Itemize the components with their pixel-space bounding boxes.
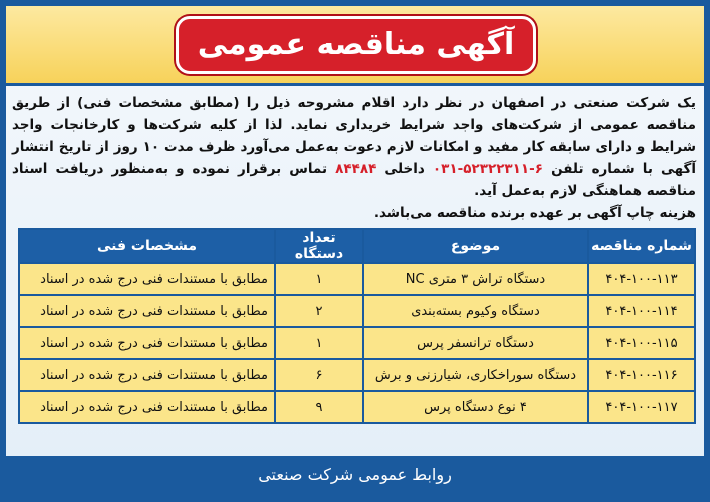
tender-number: ۴۰۴-۱۰۰-۱۱۷ [589, 392, 694, 422]
phone-number: ۰۳۱-۵۲۳۲۲۳۱۱-۶ [432, 161, 543, 177]
tender-number: ۴۰۴-۱۰۰-۱۱۵ [589, 328, 694, 358]
subject: دستگاه ترانسفر پرس [364, 328, 587, 358]
text-intro: یک شرکت صنعتی در اصفهان در نظر دارد اقلام مشروحه ذیل را (مطابق مشخصات فنی) از طریق مناقصه عمومی از شرکت‌های واجد شرایط خریداری نماید. لذا از کلیه شرکت‌ها و کارخانجات واجد شرایط و دارای سابقه کار مفید و امکانات لازم دعوت به‌عمل می‌آورد ظرف مدت ۱۰ روز از تاریخ انتشار آگهی با شماره تلفن [12, 95, 697, 177]
tender-number: ۴۰۴-۱۰۰-۱۱۶ [589, 360, 694, 390]
header-subject: موضوع [364, 230, 587, 262]
specs: مطابق با مستندات فنی درج شده در اسناد [20, 360, 274, 390]
header-quantity: تعداد دستگاه [276, 230, 362, 262]
subject: دستگاه وکیوم بسته‌بندی [364, 296, 587, 326]
table-row [20, 360, 694, 390]
subject: دستگاه تراش ۳ متری NC [364, 264, 587, 294]
ad-body [6, 6, 704, 496]
quantity: ۱ [276, 264, 362, 294]
tender-number: ۴۰۴-۱۰۰-۱۱۳ [589, 264, 694, 294]
table-row [20, 264, 694, 294]
table-row [20, 392, 694, 422]
table-header [20, 230, 694, 262]
title-banner: آگهی مناقصه عمومی [176, 16, 536, 74]
specs: مطابق با مستندات فنی درج شده در اسناد [20, 264, 274, 294]
quantity: ۱ [276, 328, 362, 358]
table-row [20, 328, 694, 358]
header-specs: مشخصات فنی [20, 230, 274, 262]
subject: ۴ نوع دستگاه پرس [364, 392, 587, 422]
text-ext-label: داخلی [384, 161, 425, 177]
specs: مطابق با مستندات فنی درج شده در اسناد [20, 296, 274, 326]
subject: دستگاه سوراخکاری، شیارزنی و برش [364, 360, 587, 390]
header-area [6, 6, 704, 86]
footer-signature: روابط عمومی شرکت صنعتی [6, 456, 704, 496]
table-row [20, 296, 694, 326]
content-area [12, 92, 698, 452]
specs: مطابق با مستندات فنی درج شده در اسناد [20, 328, 274, 358]
text-cost-note: هزینه چاپ آگهی بر عهده برنده مناقصه می‌باشد. [373, 205, 696, 221]
tender-number: ۴۰۴-۱۰۰-۱۱۴ [589, 296, 694, 326]
quantity: ۹ [276, 392, 362, 422]
quantity: ۶ [276, 360, 362, 390]
extension-number: ۸۴۴۸۴ [335, 161, 377, 177]
header-tender-number: شماره مناقصه [589, 230, 694, 262]
tender-table [18, 228, 696, 424]
quantity: ۲ [276, 296, 362, 326]
ad-text [12, 92, 696, 224]
text-contact: تماس برقرار نموده و به‌منظور دریافت اسناد مناقصه هماهنگی لازم به‌عمل آید. [12, 161, 696, 199]
specs: مطابق با مستندات فنی درج شده در اسناد [20, 392, 274, 422]
